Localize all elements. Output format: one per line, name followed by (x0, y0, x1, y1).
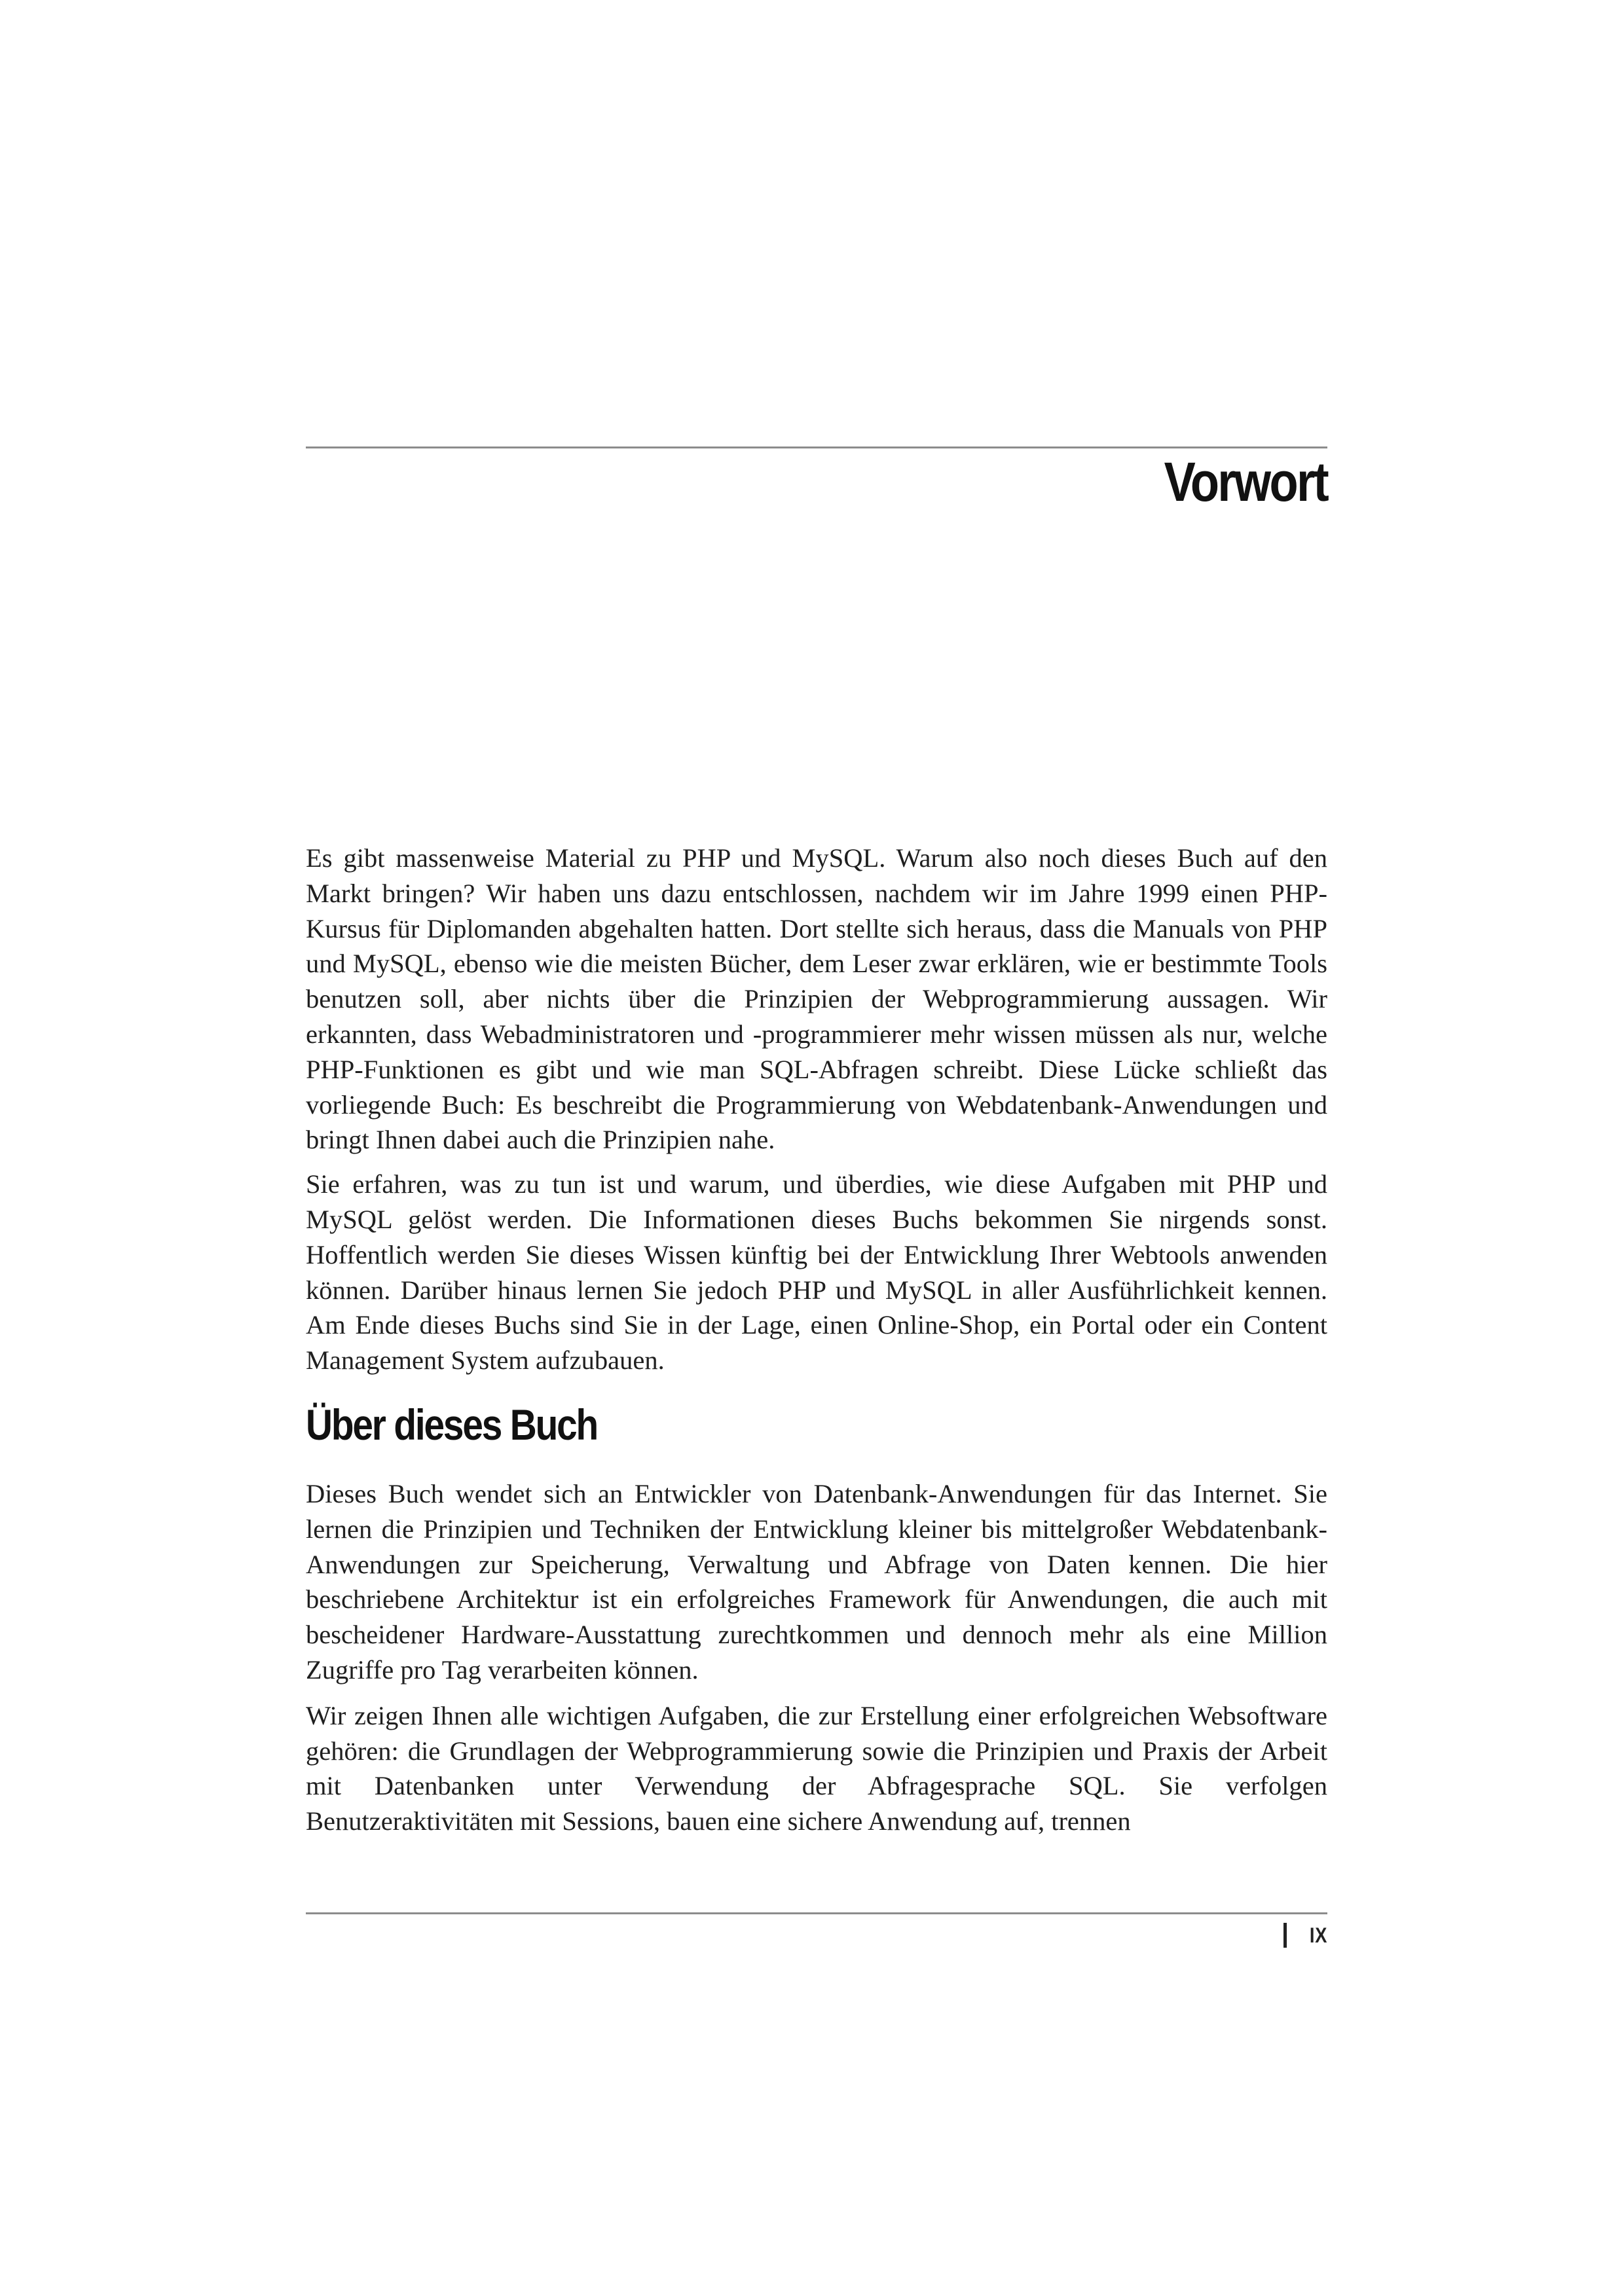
bottom-rule (306, 1912, 1327, 1914)
footer-separator (1283, 1923, 1287, 1948)
intro-paragraph-1: Es gibt massenweise Material zu PHP und MySQL. Warum also noch dieses Buch auf den Markt bringen? Wir haben uns dazu entschlossen, nachdem wir im Jahre 1999 einen PHP-Kursus für Diplomanden abgehalten hatten. Dort stellte sich heraus, dass die Manuals von PHP und MySQL, ebenso wie die meisten Bücher, dem Leser zwar erklären, wie er bestimmte Tools benutzen soll, aber nichts über die Prinzipien der Webprogrammierung aussagen. Wir erkannten, dass Webadministratoren und -programmierer mehr wissen müssen als nur, welche PHP-Funktionen es gibt und wie man SQL-Abfragen schreibt. Diese Lücke schließt das vorliegende Buch: Es beschreibt die Programmierung von Webdatenbank-Anwendungen und bringt Ihnen dabei auch die Prinzipien nahe. (306, 843, 1327, 1155)
page-number: IX (1309, 1923, 1327, 1947)
section-paragraph-2: Wir zeigen Ihnen alle wichtigen Aufgaben, die zur Erstellung einer erfolgreichen Websoftware gehören: die Grundlagen der Webprogrammierung sowie die Prinzipien und Praxis der Arbeit mit Datenbanken unter Verwendung der Abfragesprache SQL. Sie verfolgen Benutzeraktivitäten mit Sessions, bauen eine sichere Anwendung auf, trennen (306, 1700, 1327, 1836)
intro-text (306, 841, 1327, 1378)
section-text (306, 1476, 1327, 1839)
top-rule (306, 446, 1327, 448)
page-footer (1283, 1923, 1327, 1948)
chapter-title: Vorwort (1164, 451, 1327, 513)
intro-paragraph-2: Sie erfahren, was zu tun ist und warum, und überdies, wie diese Aufgaben mit PHP und MySQL gelöst werden. Die Informationen dieses Buchs bekommen Sie nirgends sonst. Hoffentlich werden Sie dieses Wissen künftig bei der Entwicklung Ihrer Webtools anwenden können. Darüber hinaus lernen Sie jedoch PHP und MySQL in aller Ausführlichkeit kennen. Am Ende dieses Buchs sind Sie in der Lage, einen Online-Shop, ein Portal oder ein Content Management System aufzubauen. (306, 1169, 1327, 1376)
section-paragraph-1: Dieses Buch wendet sich an Entwickler von Datenbank-Anwendungen für das Internet. Sie lernen die Prinzipien und Techniken der Entwicklung kleiner bis mittelgroßer Webdatenbank-Anwendungen zur Speicherung, Verwaltung und Abfrage von Daten kennen. Die hier beschriebene Architektur ist ein erfolgreiches Framework für Anwendungen, die auch mit bescheidener Hardware-Ausstattung zurechtkommen und dennoch mehr als eine Million Zugriffe pro Tag verarbeiten können. (306, 1479, 1327, 1685)
section-heading: Über dieses Buch (306, 1400, 598, 1449)
